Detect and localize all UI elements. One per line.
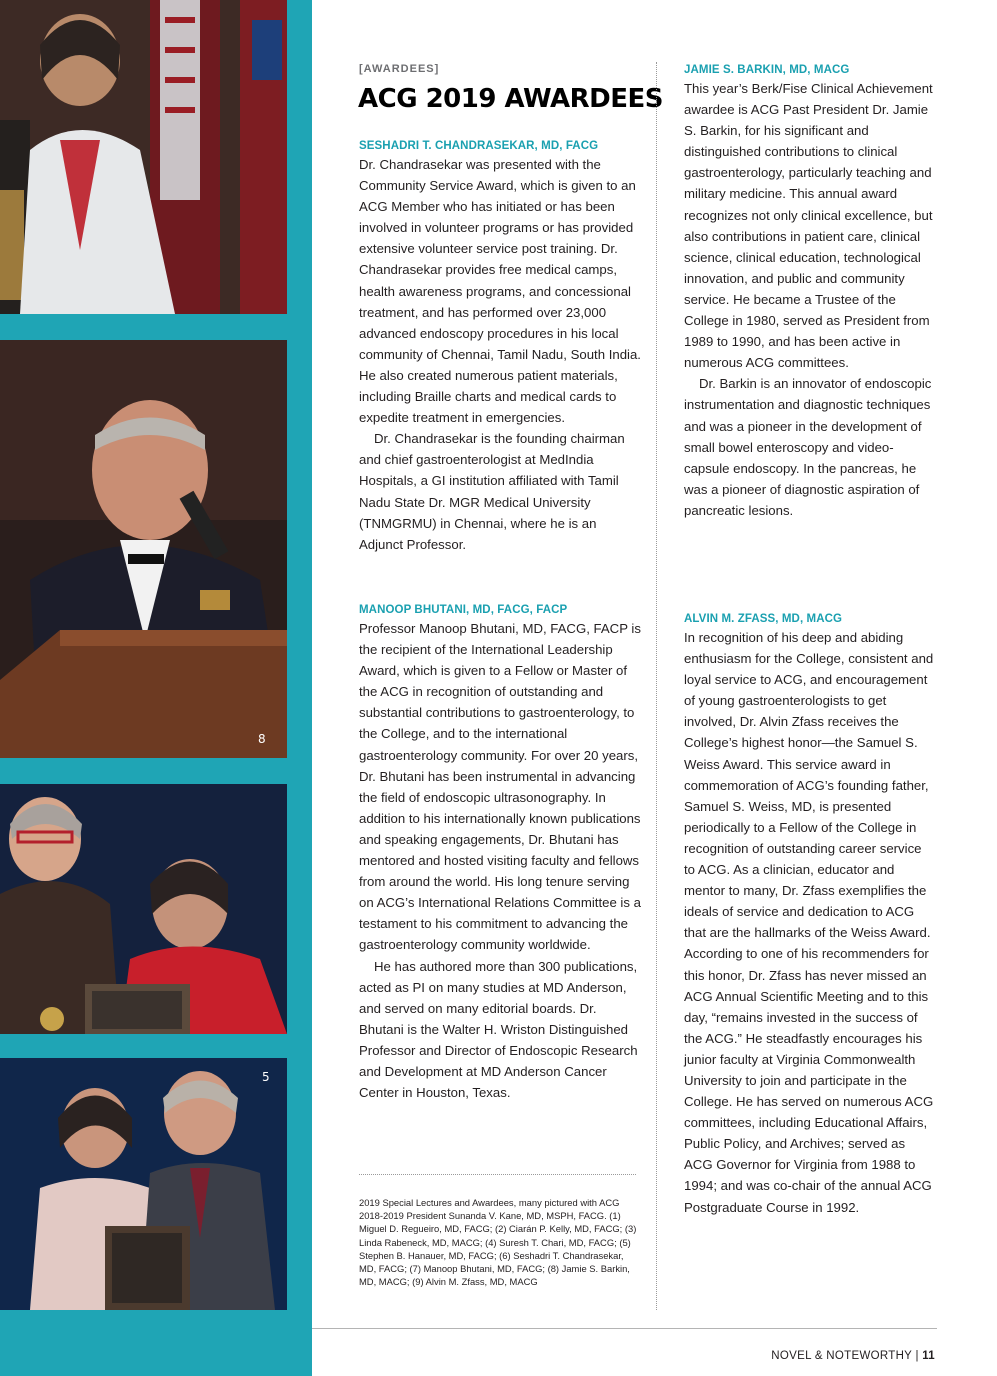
page-title: ACG 2019 AWARDEES <box>358 84 663 114</box>
awardee-heading: MANOOP BHUTANI, MD, FACG, FACP <box>359 604 568 616</box>
body-paragraph: This year’s Berk/Fise Clinical Achievement awardee is ACG Past President Dr. Jamie S. Barkin, for his significant and distinguished contributions to clinical gastroenterology, particularly teaching and military medicine. This annual award recognizes not only clinical excellence, but also contributions in patient care, clinical science, clinical education, technological innovation, and public and community service. He became a Trustee of the College in 1980, served as President from 1989 to 1990, and has been active in numerous ACG committees. <box>684 81 933 371</box>
article-column-left-2 <box>359 604 643 1103</box>
photo-barkin-podium <box>0 340 287 758</box>
photo-woman-man-plaque <box>0 1058 287 1310</box>
awardee-heading: JAMIE S. BARKIN, MD, MACG <box>684 64 850 76</box>
photo-number-label: 5 <box>262 1070 270 1084</box>
footer-separator: | <box>915 1350 919 1362</box>
body-paragraph: Dr. Barkin is an innovator of endoscopic instrumentation and diagnostic techniques and was a pioneer in the development of small bowel enteroscopy and video-capsule endoscopy. In the pancreas, he was a pioneer of diagnostic aspiration of pancreatic lesions. <box>684 376 932 518</box>
column-divider <box>656 62 657 1310</box>
article-column-right <box>684 64 934 521</box>
awardee-heading: SESHADRI T. CHANDRASEKAR, MD, FACG <box>359 140 599 152</box>
body-paragraph: He has authored more than 300 publications, acted as PI on many studies at MD Anderson, and served on many editorial boards. Dr. Bhutani is the Walter H. Wriston Distinguished Professor and Director of Endoscopic Research and Development at MD Anderson Cancer Center in Houston, Texas. <box>359 958 638 1101</box>
photo-number-label: 8 <box>258 732 266 746</box>
caption-divider <box>359 1174 636 1175</box>
photo-caption: 2019 Special Lectures and Awardees, many pictured with ACG 2018-2019 President Sunanda V. Kane, MD, MSPH, FACG. (1) Miguel D. Regueiro, MD, FACG; (2) Ciarán P. Kelly, MD, FACG; (3) Linda Rabeneck, MD, MACG; (4) Suresh T. Chari, MD, FACG; (5) Stephen B. Hanauer, MD, FACG; (6) Seshadri T. Chandrasekar, MD, FACG; (7) Manoop Bhutani, MD, FACG; (8) Jamie S. Barkin, MD, MACG; (9) Alvin M. Zfass, MD, MACG <box>359 1197 637 1288</box>
photo-chandrasekar-award <box>0 0 287 314</box>
footer-rule <box>312 1328 937 1329</box>
body-paragraph: In recognition of his deep and abiding enthusiasm for the College, consistent and loyal service to ACG, and encouragement of young gastroenterologists to get involved, Dr. Alvin Zfass receives the College’s highest honor—the Samuel S. Weiss Award. This service award in commemoration of ACG’s founding father, Samuel S. Weiss, MD, is presented periodically to a Fellow of the College in recognition of outstanding career service to ACG. As a clinician, educator and mentor to many, Dr. Zfass exemplifies the ideals of service and dedication to ACG that are the hallmarks of the Weiss Award. According to one of his recommenders for this honor, Dr. Zfass has never missed an ACG Annual Scientific Meeting and to this day, “remains invested in the success of the ACG.” He steadfastly encourages his junior faculty at Virginia Commonwealth University to join and participate in the College. He has served on numerous ACG committees, including Educational Affairs, Public Policy, and Archives; served as ACG Governor for Virginia from 1988 to 1994; and was co-chair of the annual ACG Postgraduate Course in 1992. <box>684 630 934 1215</box>
article-column-right-2 <box>684 613 934 1218</box>
photo-two-women-plaque <box>0 784 287 1034</box>
body-paragraph: Dr. Chandrasekar was presented with the Community Service Award, which is given to an ACG Member who has initiated or has been involved in volunteer programs or has provided extensive volunteer service post training. Dr. Chandrasekar provides free medical camps, health awareness programs, and concessional treatment, and has performed over 23,000 advanced endoscopy procedures in his local community of Chennai, Tamil Nadu, South India. He also created numerous patient materials, including Braille charts and medical cards to expedite treatment in emergencies. <box>359 157 641 426</box>
photo-strip <box>0 0 312 1376</box>
body-paragraph: Dr. Chandrasekar is the founding chairman and chief gastroenterologist at MedIndia Hospitals, a GI institution affiliated with Tamil Nadu State Dr. MGR Medical University (TNMGRMU) in Chennai, where he is an Adjunct Professor. <box>359 431 625 552</box>
footer-section-name: NOVEL & NOTEWORTHY <box>771 1350 912 1362</box>
body-paragraph: Professor Manoop Bhutani, MD, FACG, FACP is the recipient of the International Leadership Award, which is given to a Fellow or Master of the ACG in recognition of outstanding and substantial contributions to gastroenterology, to the College, and to the international gastroenterology community. For over 20 years, Dr. Bhutani has been instrumental in advancing the field of endoscopic ultrasonography. In addition to his internationally known publications and speaking engagements, Dr. Bhutani has mentored and hosted visiting faculty and fellows from around the world. His long tenure serving on ACG’s International Relations Committee is a testament to his commitment to advancing the gastroenterology community worldwide. <box>359 621 641 953</box>
awardee-heading: ALVIN M. ZFASS, MD, MACG <box>684 613 843 625</box>
section-kicker: [AWARDEES] <box>359 63 440 75</box>
article-column-left <box>359 140 643 555</box>
page-footer <box>771 1350 935 1362</box>
page-number: 11 <box>922 1350 935 1362</box>
